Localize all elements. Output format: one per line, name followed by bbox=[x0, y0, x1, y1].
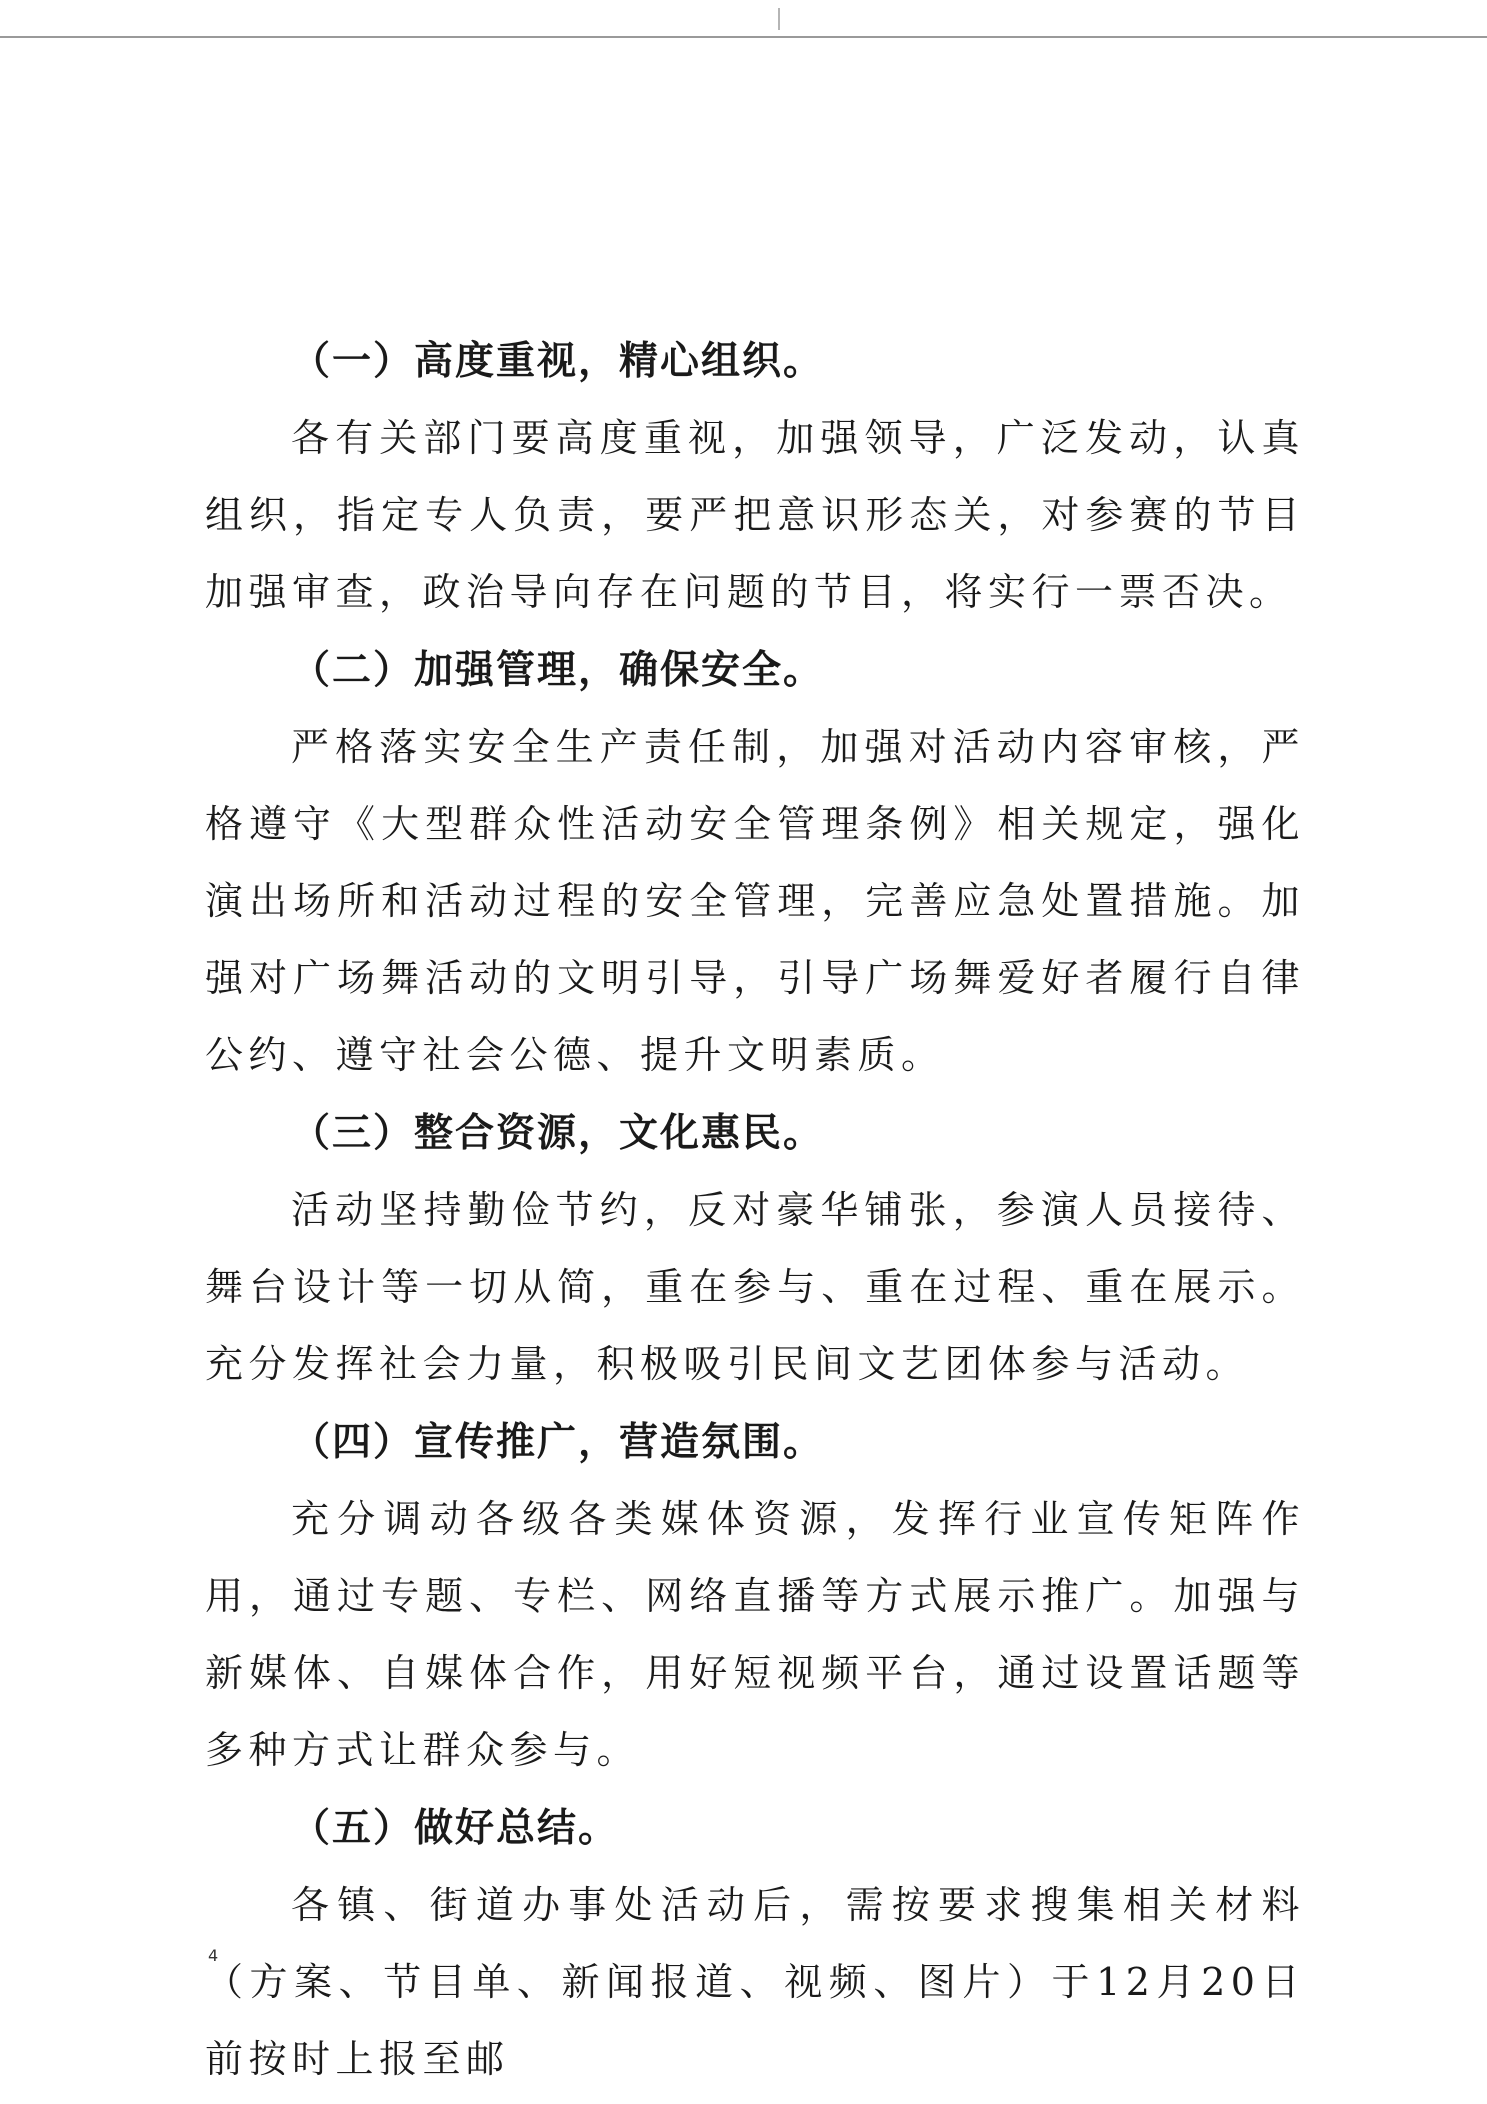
page-number: 4 bbox=[208, 1946, 219, 1965]
section-1 bbox=[205, 322, 1305, 631]
section-paragraph: 严格落实安全生产责任制，加强对活动内容审核，严格遵守《大型群众性活动安全管理条例》相关规定，强化演出场所和活动过程的安全管理，完善应急处置措施。加强对广场舞活动的文明引导，引导广场舞爱好者履行自律公约、遵守社会公德、提升文明素质。 bbox=[205, 725, 1305, 1077]
section-paragraph: 活动坚持勤俭节约，反对豪华铺张，参演人员接待、舞台设计等一切从简，重在参与、重在过程、重在展示。充分发挥社会力量，积极吸引民间文艺团体参与活动。 bbox=[205, 1188, 1305, 1386]
section-5 bbox=[205, 1789, 1305, 2098]
scan-top-rule bbox=[0, 36, 1487, 38]
section-paragraph: 充分调动各级各类媒体资源，发挥行业宣传矩阵作用，通过专题、专栏、网络直播等方式展示推广。加强与新媒体、自媒体合作，用好短视频平台，通过设置话题等多种方式让群众参与。 bbox=[205, 1497, 1305, 1772]
section-heading: （二）加强管理，确保安全。 bbox=[291, 647, 825, 693]
section-4 bbox=[205, 1403, 1305, 1789]
section-heading: （三）整合资源，文化惠民。 bbox=[291, 1110, 825, 1156]
section-2 bbox=[205, 631, 1305, 1094]
section-paragraph: 各镇、街道办事处活动后，需按要求搜集相关材料（方案、节目单、新闻报道、视频、图片）于12月20日前按时上报至邮 bbox=[205, 1883, 1305, 2081]
document-body bbox=[205, 322, 1305, 2098]
section-heading: （五）做好总结。 bbox=[291, 1805, 620, 1851]
section-heading: （四）宣传推广，营造氛围。 bbox=[291, 1419, 825, 1465]
section-heading: （一）高度重视，精心组织。 bbox=[291, 338, 825, 384]
section-paragraph: 各有关部门要高度重视，加强领导，广泛发动，认真组织，指定专人负责，要严把意识形态关，对参赛的节目加强审查，政治导向存在问题的节目，将实行一票否决。 bbox=[205, 416, 1305, 614]
section-3 bbox=[205, 1094, 1305, 1403]
scan-top-mark bbox=[778, 8, 780, 30]
